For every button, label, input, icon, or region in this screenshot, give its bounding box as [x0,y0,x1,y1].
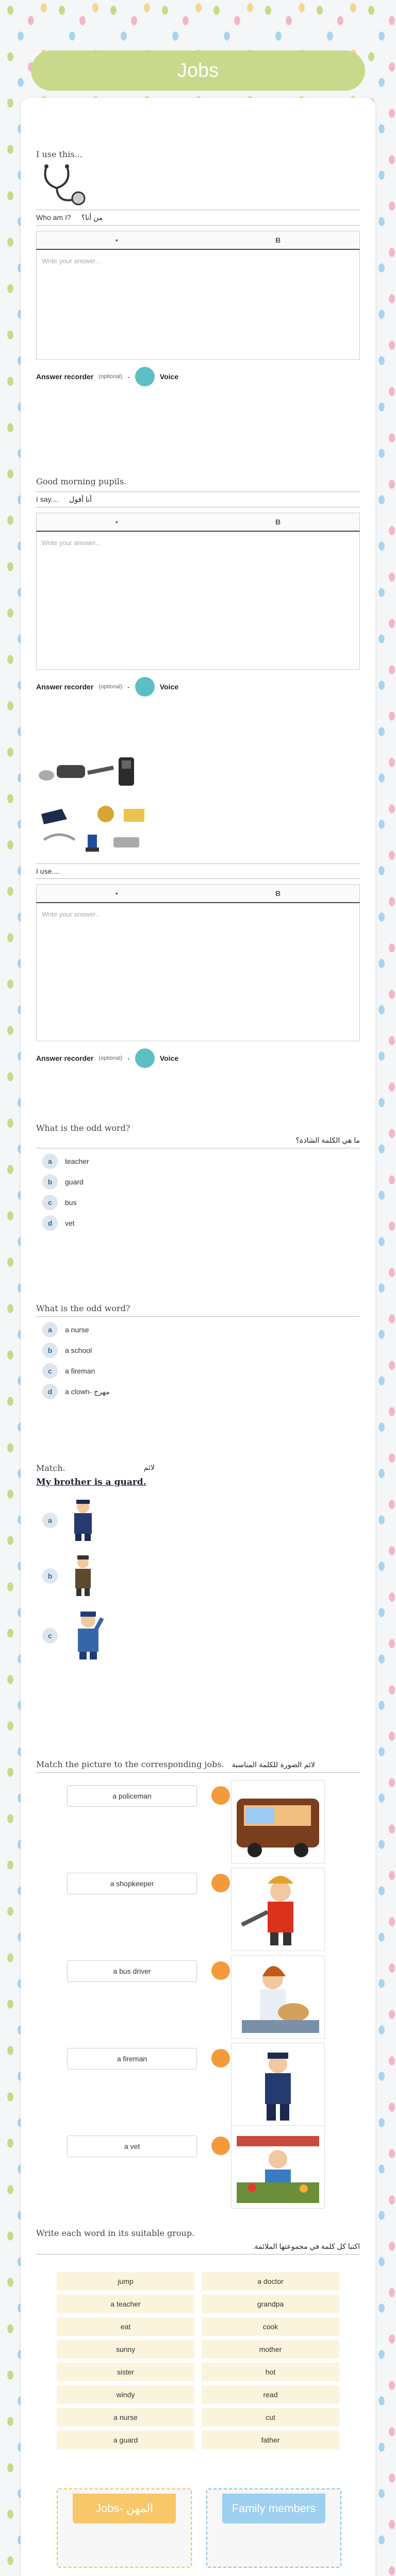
option-a[interactable]: a [42,1498,360,1543]
match-label-1[interactable]: a policeman [67,1785,197,1807]
word-chip[interactable]: windy [57,2385,194,2404]
match-label-4[interactable]: a fireman [67,2048,197,2070]
bold-button[interactable]: B [275,889,281,897]
word-chip[interactable]: mother [202,2340,339,2359]
police-officer-icon [65,1498,101,1543]
voice-label: Voice [159,372,179,381]
question-5 [36,1303,360,1399]
word-chip[interactable]: sunny [57,2340,194,2359]
question-8 [36,2228,360,2258]
word-chip[interactable]: cook [202,2317,339,2336]
question-3 [36,752,360,1068]
word-chip[interactable]: father [202,2431,339,2449]
voice-label: Voice [159,683,179,691]
vet-icon [231,1955,325,2039]
q4-prompt: What is the odd word? [36,1123,130,1133]
q8-prompt-ar: اكتبا كل كلمة في مجموعتها الملائمة. [252,2242,360,2250]
q4-prompt-ar: ما هي الكلمة الشاذة؟ [295,1136,360,1144]
q5-prompt: What is the odd word? [36,1303,130,1313]
recorder-label: Answer recorder [36,1054,94,1062]
q3-prompt: I use.... [36,867,60,875]
option-b[interactable]: b [42,1553,360,1599]
record-button[interactable] [135,1048,155,1068]
answer-recorder: Answer recorder (optional) - Voice [36,677,360,697]
word-chip[interactable]: a nurse [57,2408,194,2427]
bullet-button[interactable]: • [115,889,118,897]
shopkeeper-icon [231,2125,325,2209]
bus-icon [231,1780,325,1863]
recorder-optional: (optional) [98,1055,123,1061]
answer-input[interactable]: Write your answer... [36,902,360,1041]
word-chip[interactable]: hot [202,2363,339,2381]
match-label-5[interactable]: a vet [67,2136,197,2157]
bullet-button[interactable]: • [115,518,118,526]
match-label-2[interactable]: a shopkeeper [67,1873,197,1894]
question-2 [36,477,360,697]
police-equipment-icon [36,752,360,860]
word-chip[interactable]: a doctor [202,2272,339,2291]
fireman-icon [231,1868,325,1951]
match-pin-2[interactable] [211,1874,230,1892]
voice-label: Voice [159,1054,179,1062]
word-chip[interactable]: eat [57,2317,194,2336]
bold-button[interactable]: B [275,236,281,244]
match-pin-3[interactable] [211,1961,230,1980]
q2-prompt: Good morning pupils. [36,477,127,486]
q1-prompt: I use this... [36,149,82,159]
category-label: Family members [222,2494,325,2523]
word-chip[interactable]: a guard [57,2431,194,2449]
answer-recorder: Answer recorder (optional) - Voice [36,1048,360,1068]
category-label: Jobs- المهن [73,2494,176,2523]
option-a[interactable]: a teacher [42,1154,360,1169]
option-c[interactable]: c [42,1609,360,1662]
q6-prompt-ar: لائم [143,1463,155,1471]
question-4 [36,1123,360,1231]
bullet-button[interactable]: • [115,236,118,244]
recorder-label: Answer recorder [36,683,94,691]
text-toolbar [36,231,360,249]
option-b[interactable]: b guard [42,1174,360,1190]
recorder-optional: (optional) [98,684,123,690]
guard-icon [65,1553,101,1599]
question-6 [36,1463,360,1662]
stethoscope-icon [36,162,93,209]
page-title: Jobs [177,59,219,81]
option-b[interactable]: b a school [42,1343,360,1358]
text-toolbar [36,884,360,902]
word-chip[interactable]: sister [57,2363,194,2381]
who-am-i-ar: من أنا؟ [81,213,103,222]
option-d[interactable]: d vet [42,1215,360,1231]
record-button[interactable] [135,367,155,386]
option-c[interactable]: c a fireman [42,1363,360,1379]
drop-zone-jobs[interactable] [57,2488,192,2568]
word-chip[interactable]: cut [202,2408,339,2427]
q8-prompt: Write each word in its suitable group. [36,2228,195,2238]
q6-prompt: Match. [36,1463,65,1473]
i-say-ar: أنا أقول [69,495,92,503]
drop-zone-family[interactable] [206,2488,341,2568]
match-pin-4[interactable] [211,2049,230,2067]
word-bank [57,2272,339,2449]
record-button[interactable] [135,677,155,697]
question-7 [36,1759,360,2208]
word-chip[interactable]: grandpa [202,2295,339,2313]
word-chip[interactable]: jump [57,2272,194,2291]
bold-button[interactable]: B [275,518,281,526]
policeman-icon [231,2043,325,2126]
match-label-3[interactable]: a bus driver [67,1960,197,1982]
option-a[interactable]: a a nurse [42,1322,360,1337]
recorder-optional: (optional) [98,374,123,380]
text-toolbar [36,513,360,531]
officer-saluting-icon [65,1609,111,1662]
option-d[interactable]: d a clown- مهرج [42,1384,360,1399]
answer-input[interactable]: Write your answer... [36,531,360,670]
match-pin-5[interactable] [211,2137,230,2155]
word-chip[interactable]: a teacher [57,2295,194,2313]
question-1 [36,149,360,386]
match-pin-1[interactable] [211,1786,230,1805]
worksheet [21,98,375,2576]
answer-recorder: Answer recorder (optional) - Voice [36,367,360,386]
q6-sentence: My brother is a guard. [36,1477,146,1487]
word-chip[interactable]: read [202,2385,339,2404]
title-banner [31,50,365,91]
option-c[interactable]: c bus [42,1195,360,1210]
recorder-label: Answer recorder [36,372,94,381]
q7-prompt: Match the picture to the corresponding jobs. لائم الصورة للكلمة المناسبة [36,1759,315,1769]
i-say: I say.... [36,495,59,503]
who-am-i: Who am I? [36,213,71,222]
answer-input[interactable]: Write your answer... [36,249,360,360]
